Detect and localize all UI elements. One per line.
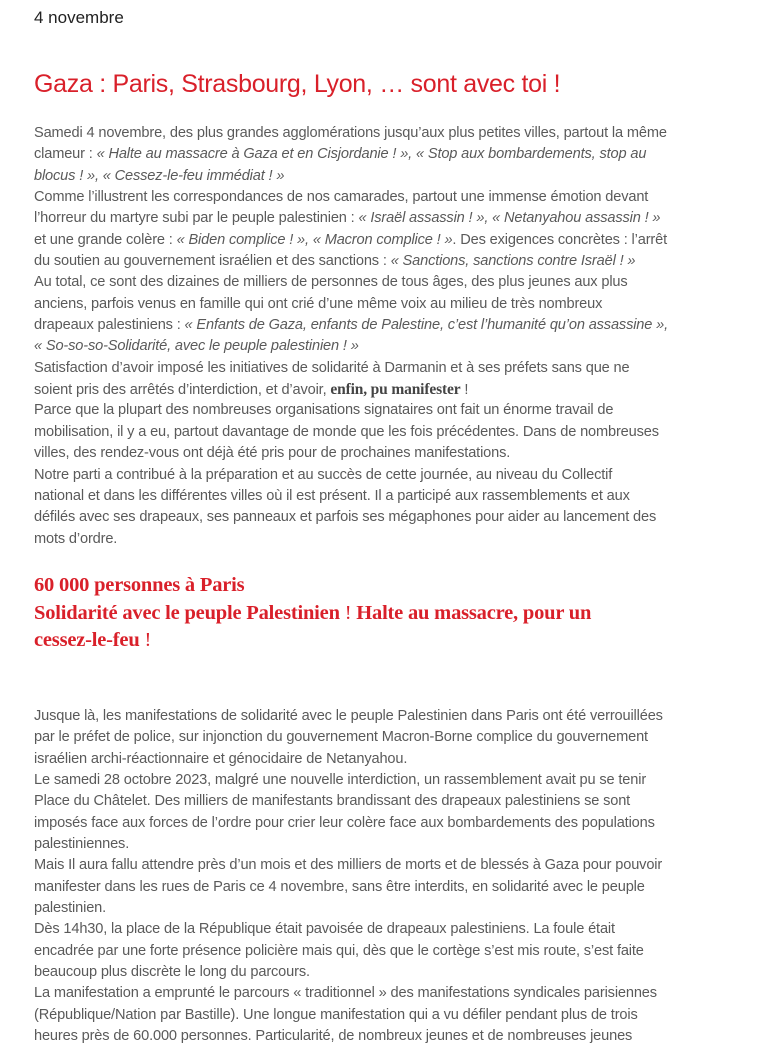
section1-body [34, 123, 668, 550]
text-line [34, 315, 668, 336]
text-line [34, 379, 668, 400]
text-line [34, 813, 663, 834]
text-line [34, 1005, 663, 1026]
text-segment: Mais Il aura fallu attendre près d’un mois et des milliers de morts et de blessés à Gaza pour pouvoir [34, 857, 663, 874]
text-segment: israélien archi-réactionnaire et génocidaire de Netanyahou. [34, 750, 408, 767]
text-line [34, 877, 663, 898]
text-segment: Satisfaction d’avoir imposé les initiatives de solidarité à Darmanin et à ses préfets sans que ne [34, 359, 630, 376]
text-segment: (République/Nation par Bastille). Une longue manifestation qui a vu défiler pendant plus de trois [34, 1006, 638, 1023]
text-segment: 60 000 personnes à Paris [34, 574, 245, 596]
text-line [34, 187, 668, 208]
text-line [34, 486, 668, 507]
text-line [34, 358, 668, 379]
text-line [34, 855, 663, 876]
text-segment: cessez-le-feu [34, 629, 145, 651]
text-segment: ! [144, 629, 152, 651]
text-segment: du soutien au gouvernement israélien et des sanctions : [34, 253, 391, 270]
text-segment: Samedi 4 novembre, des plus grandes agglomérations jusqu’aux plus petites villes, partout la même [34, 125, 667, 141]
text-segment: Halte au massacre, pour un [351, 601, 592, 624]
quote-text: « Israël assassin ! », « Netanyahou assassin ! » [358, 210, 661, 227]
text-segment: et une grande colère : [34, 231, 177, 248]
text-line [34, 919, 663, 940]
text-segment: ! [344, 601, 352, 624]
text-line [34, 529, 668, 550]
text-segment: imposés face aux forces de l’ordre pour crier leur colère face aux bombardements des populations [34, 814, 655, 831]
text-segment: Parce que la plupart des nombreuses organisations signataires ont fait un énorme travail de [34, 402, 614, 419]
text-line [34, 251, 668, 272]
text-line [34, 572, 591, 600]
text-line [34, 422, 668, 443]
text-line [34, 443, 668, 464]
text-line [34, 507, 668, 528]
text-segment: clameur : [34, 146, 97, 163]
text-line [34, 600, 591, 628]
text-segment: mots d’ordre. [34, 530, 118, 547]
text-segment: Place du Châtelet. Des milliers de manifestants brandissant des drapeaux palestiniens se sont [34, 793, 631, 810]
text-segment: drapeaux palestiniens : [34, 317, 185, 334]
text-line [34, 230, 668, 251]
article-title: Gaza : Paris, Strasbourg, Lyon, … sont avec toi ! [34, 70, 561, 98]
text-segment: palestiniennes. [34, 836, 130, 853]
text-segment: encadrée par une forte présence policière mais qui, dès que le cortège s’est mis route, s’est faite [34, 942, 644, 959]
text-line [34, 962, 663, 983]
text-segment: Comme l’illustrent les correspondances de nos camarades, partout une immense émotion devant [34, 189, 649, 206]
text-segment: mobilisation, il y a eu, partout davantage de monde que les fois précédentes. Dans de nombreuses [34, 423, 659, 440]
text-segment: Au total, ce sont des dizaines de milliers de personnes de tous âges, des plus jeunes aux plus [34, 274, 628, 291]
text-line [34, 336, 668, 357]
text-segment: l’horreur du martyre subi par le peuple palestinien : [34, 210, 359, 227]
text-segment: Dès 14h30, la place de la République était pavoisée de drapeaux palestiniens. La foule était [34, 921, 615, 938]
text-segment: Solidarité avec le peuple Palestinien [34, 601, 345, 624]
bold-text: enfin, pu manifester [330, 381, 461, 399]
text-segment: La manifestation a emprunté le parcours « traditionnel » des manifestations syndicales parisiennes [34, 985, 657, 1002]
text-line [34, 465, 668, 486]
text-segment: palestinien. [34, 900, 107, 917]
text-line [34, 208, 668, 229]
text-line [34, 627, 591, 655]
quote-text: blocus ! », « Cessez-le-feu immédiat ! » [34, 167, 285, 184]
article-date: 4 novembre [34, 8, 124, 27]
text-segment: ! [460, 382, 469, 399]
text-line [34, 941, 663, 962]
text-line [34, 791, 663, 812]
text-segment: Jusque là, les manifestations de solidarité avec le peuple Palestinien dans Paris ont été verrouillées [34, 708, 663, 724]
text-line [34, 983, 663, 1004]
quote-text: « Halte au massacre à Gaza et en Cisjordanie ! », « Stop aux bombardements, stop au [96, 146, 647, 163]
text-segment: par le préfet de police, sur injonction du gouvernement Macron-Borne complice du gouvernement [34, 729, 648, 746]
section2-heading [34, 572, 591, 655]
quote-text: « Enfants de Gaza, enfants de Palestine, c’est l’humanité qu’on assassine », [184, 317, 669, 334]
text-segment: heures près de 60.000 personnes. Particularité, de nombreux jeunes et de nombreuses jeunes [34, 1028, 633, 1045]
text-line [34, 749, 663, 770]
text-segment: national et dans les différentes villes où il est présent. Il a participé aux rassemblements et aux [34, 487, 630, 504]
text-line [34, 123, 668, 144]
text-line [34, 400, 668, 421]
text-segment: soient pris des arrêtés d’interdiction, et d’avoir, [34, 382, 331, 399]
quote-text: « Biden complice ! », « Macron complice ! » [176, 231, 453, 248]
text-line [34, 898, 663, 919]
text-line [34, 834, 663, 855]
text-line [34, 294, 668, 315]
text-line [34, 1026, 663, 1047]
text-segment: anciens, parfois venus en famille qui ont crié d’une même voix au milieu de très nombreux [34, 295, 603, 312]
text-segment: villes, des rendez-vous ont déjà été pris pour de prochaines manifestations. [34, 445, 511, 462]
text-segment: . Des exigences concrètes : l’arrêt [452, 231, 667, 248]
text-segment: défilés avec ses drapeaux, ses panneaux et parfois ses mégaphones pour aider au lancement des [34, 509, 657, 526]
text-segment: manifester dans les rues de Paris ce 4 novembre, sans être interdits, en solidarité avec le peuple [34, 878, 645, 895]
text-line [34, 706, 663, 727]
text-segment: Le samedi 28 octobre 2023, malgré une nouvelle interdiction, un rassemblement avait pu se tenir [34, 772, 647, 789]
text-line [34, 770, 663, 791]
text-segment: beaucoup plus discrète le long du parcours. [34, 964, 310, 981]
text-line [34, 727, 663, 748]
text-line [34, 144, 668, 165]
quote-text: « So-so-so-Solidarité, avec le peuple palestinien ! » [34, 338, 359, 355]
text-line [34, 166, 668, 187]
section2-body [34, 706, 663, 1048]
text-line [34, 272, 668, 293]
quote-text: « Sanctions, sanctions contre Israël ! » [390, 253, 636, 270]
text-segment: Notre parti a contribué à la préparation et au succès de cette journée, au niveau du Collectif [34, 466, 613, 483]
